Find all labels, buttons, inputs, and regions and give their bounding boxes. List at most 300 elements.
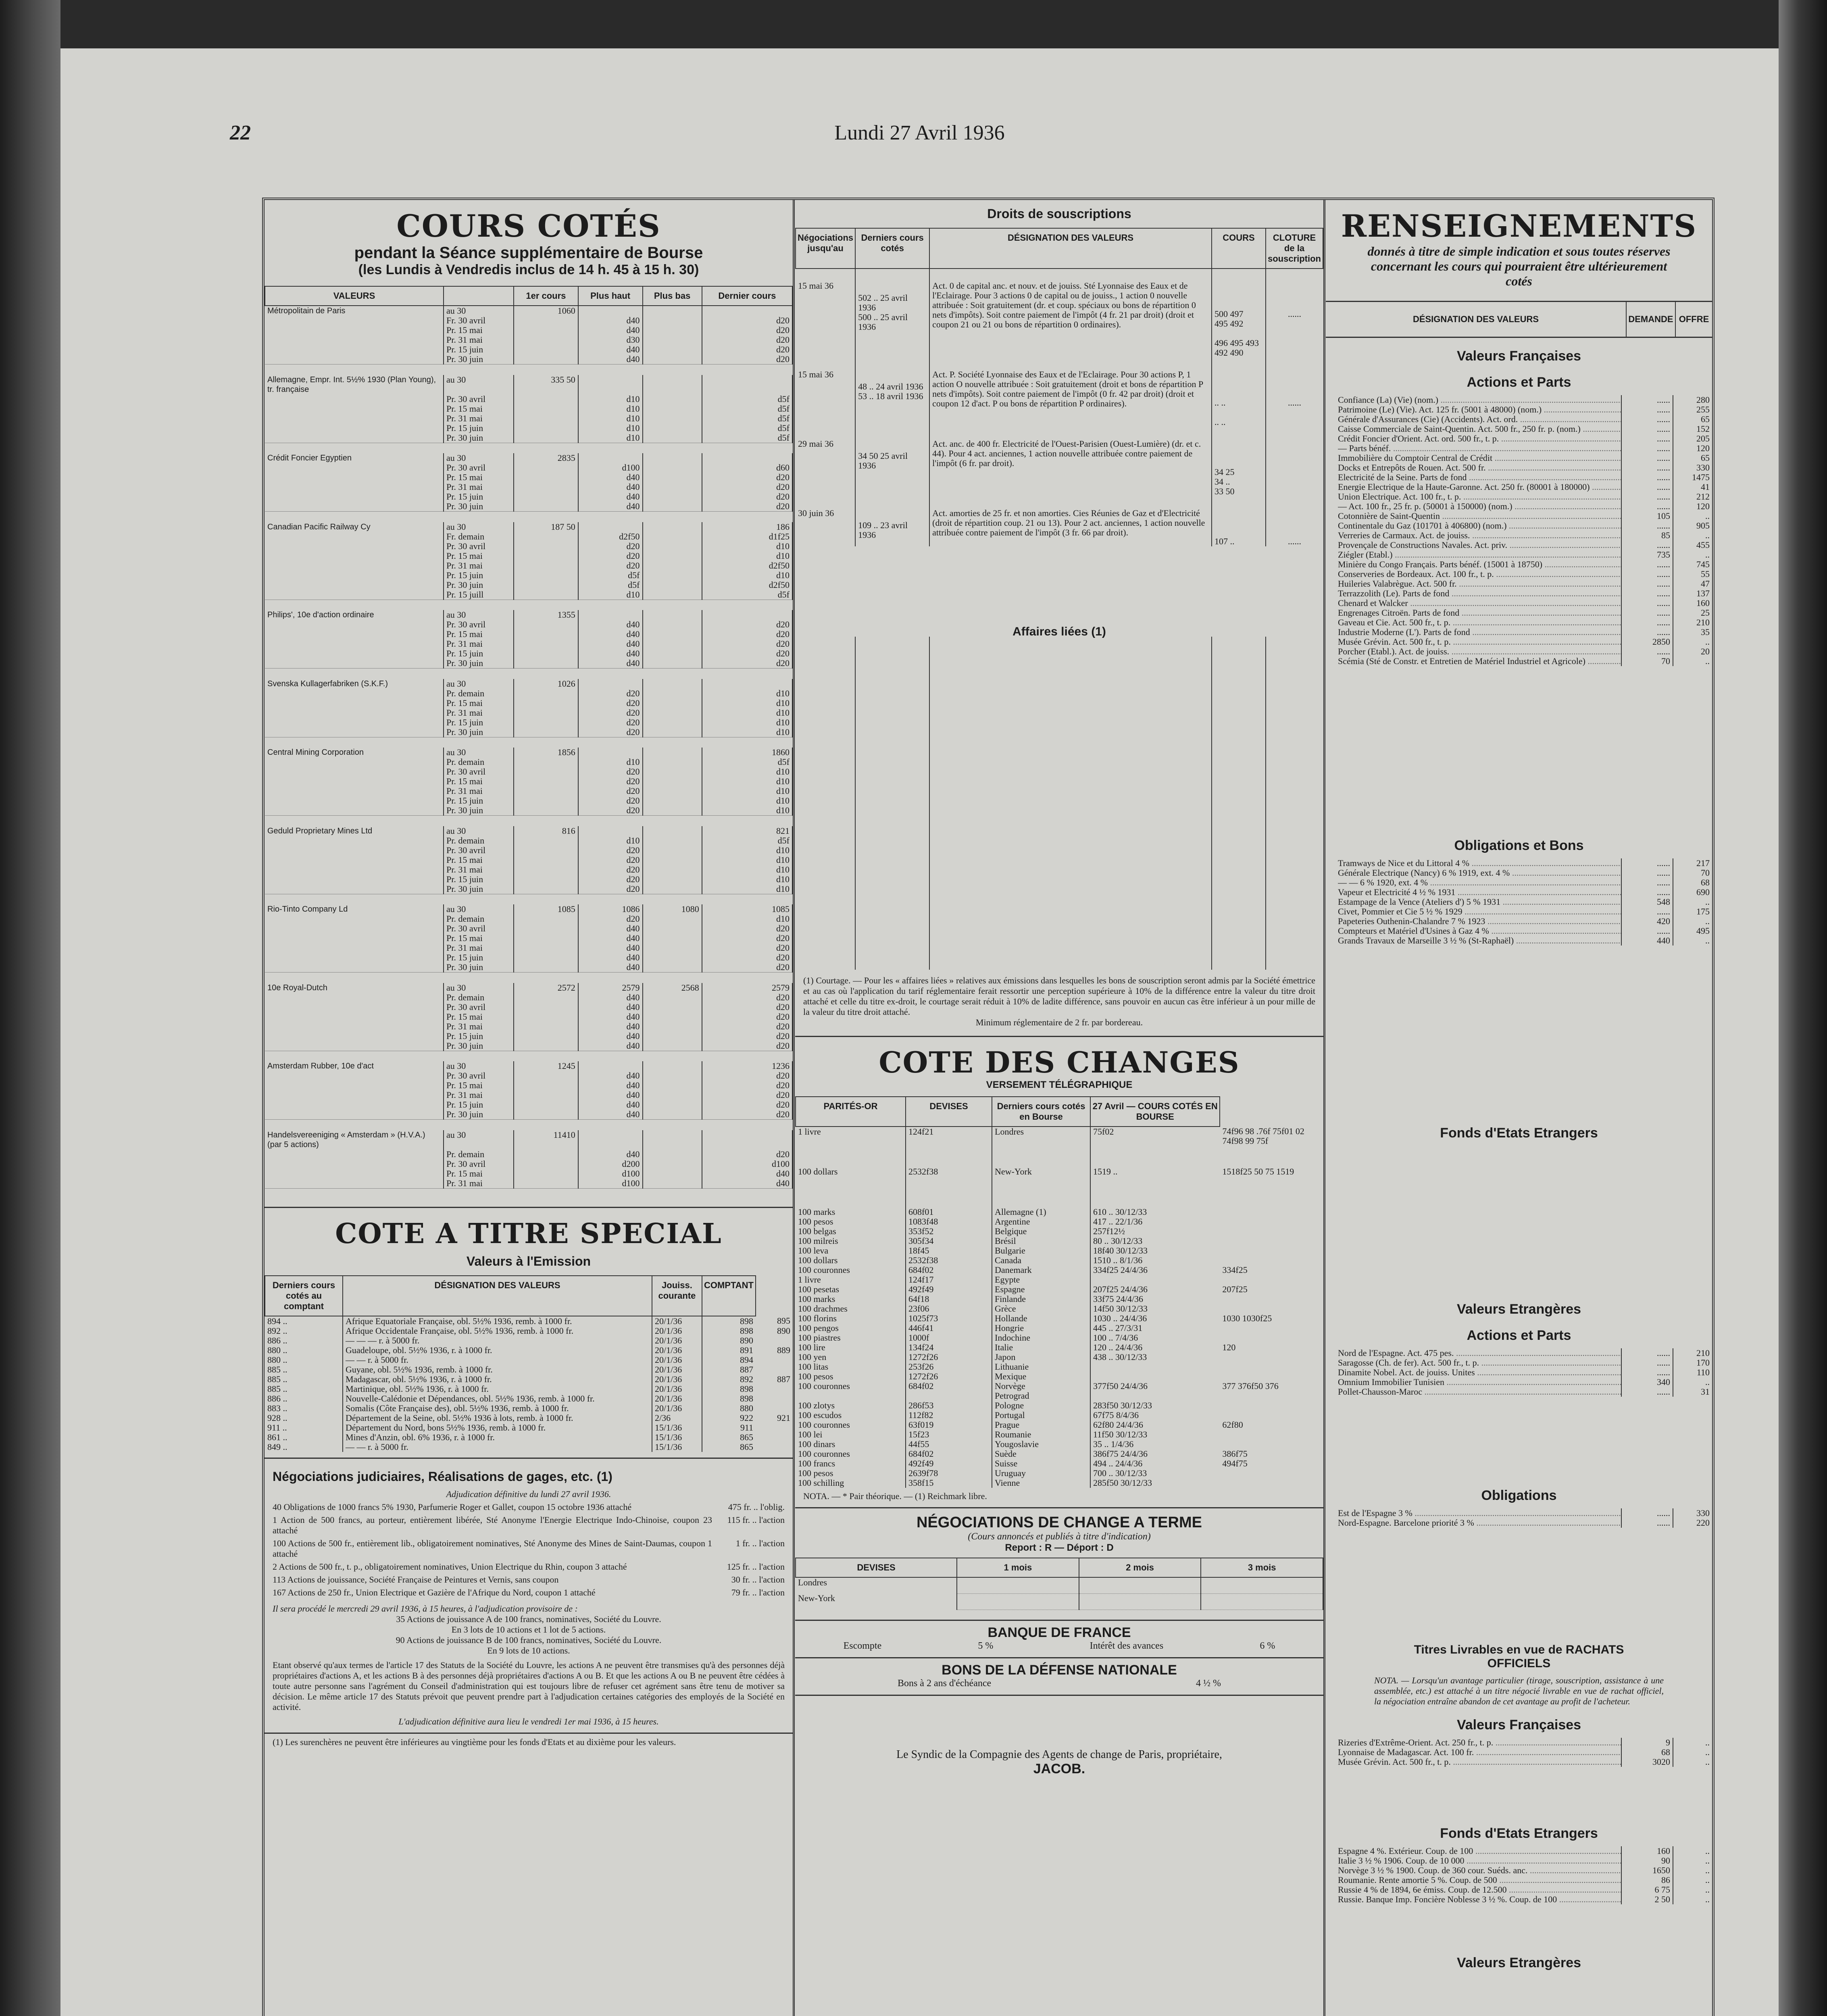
table-row <box>265 1404 793 1413</box>
dernier-cours: Hongrie <box>992 1323 1090 1333</box>
ap-title: Actions et Parts <box>1467 375 1571 390</box>
table-row <box>265 306 792 316</box>
cours-value <box>643 1179 702 1189</box>
cours-value: 1026 <box>514 679 578 689</box>
parite-or: 100 litas <box>796 1362 906 1372</box>
list-item <box>1338 1757 1712 1767</box>
fonds-list <box>1326 1846 1712 1904</box>
rs-designation: Omnium Immobilier Tunisien ..... <box>1338 1377 1621 1387</box>
echeance: au 30 <box>444 1130 514 1150</box>
row-spacer <box>265 816 792 826</box>
rs-demande: 440 <box>1621 936 1673 946</box>
actions-list <box>1326 395 1712 666</box>
dernier-cours: 885 .. <box>265 1365 343 1375</box>
cours-value <box>514 1150 578 1159</box>
cours-du-jour: 494 .. 24/4/36 <box>1093 1458 1143 1468</box>
valeur-name: Philips', 10e d'action ordinaire <box>265 610 444 620</box>
cours-value: 1856 <box>514 748 578 757</box>
cours-value: d10 <box>702 796 792 806</box>
cours-value <box>514 561 578 571</box>
rs-offre: 205 <box>1673 434 1712 444</box>
valeur-name <box>265 463 444 473</box>
cours-value: d40 <box>578 1002 643 1012</box>
cours-value <box>643 924 702 933</box>
cours-value: d40 <box>578 473 643 482</box>
cours-value <box>702 306 792 316</box>
parite-or: 100 zlotys <box>796 1401 906 1410</box>
devise: 18f45 <box>906 1246 992 1256</box>
undefined: 1030 1030f25 <box>1222 1313 1272 1323</box>
list-item <box>1338 569 1712 579</box>
echeance: Pr. 31 mai <box>444 1022 514 1031</box>
table-row <box>265 433 792 443</box>
cours-value <box>643 335 702 345</box>
rs-designation: Huileries Valabrègue. Act. 500 fr. ..... <box>1338 579 1621 589</box>
designation: — — r. à 5000 fr. <box>343 1442 652 1452</box>
undefined <box>1220 1410 1323 1420</box>
cours-du-jour: 14f50 30/12/33 <box>1093 1304 1148 1314</box>
rs-offre: 210 <box>1673 1348 1712 1358</box>
rs-offre: 217 <box>1673 858 1712 868</box>
designation: Guyane, obl. 5½% 1936, remb. à 1000 fr. <box>343 1365 652 1375</box>
terme-cell <box>957 1577 1079 1593</box>
terme-table <box>795 1558 1323 1610</box>
comptant-1: 887 <box>740 1364 753 1375</box>
negociation-price: 79 fr. .. l'action <box>731 1587 785 1597</box>
rs-designation: Nord-Espagne. Barcelone priorité 3 % ..... <box>1338 1518 1621 1528</box>
list-item <box>1338 589 1712 598</box>
cours-value: d10 <box>702 571 792 580</box>
cours-value: 1080 <box>643 904 702 914</box>
devise: 492f49 <box>906 1459 992 1468</box>
rs-demande: ...... <box>1621 502 1673 511</box>
rs-demande: 2 50 <box>1621 1895 1673 1904</box>
cours-value: d40 <box>578 1150 643 1159</box>
droit-val: 34 25 34 .. 33 50 <box>1212 427 1266 496</box>
devise: 2639f78 <box>906 1468 992 1478</box>
comptant-1: 894 <box>740 1355 753 1365</box>
undefined <box>1220 1217 1323 1227</box>
cours-value: 2579 <box>702 983 792 993</box>
cours-value <box>514 1002 578 1012</box>
rs-demande: ...... <box>1621 1518 1673 1528</box>
parite-or: 100 drachmes <box>796 1304 906 1314</box>
devise: 608f01 <box>906 1207 992 1217</box>
undefined <box>1220 1207 1323 1217</box>
parite-or: 100 piastres <box>796 1333 906 1343</box>
cours-value <box>643 1022 702 1031</box>
cours-value: d20 <box>578 846 643 855</box>
parite-or: 100 belgas <box>796 1227 906 1236</box>
cours-value <box>514 571 578 580</box>
valeur-name: Allemagne, Empr. Int. 5½% 1930 (Plan Young), tr. française <box>265 375 444 394</box>
echeance: Pr. demain <box>444 836 514 846</box>
valeur-name <box>265 639 444 649</box>
table-row <box>265 806 792 816</box>
cours-du-jour <box>1090 1391 1220 1401</box>
table-row <box>796 1275 1323 1285</box>
table-row <box>265 924 792 933</box>
cours-value <box>514 1081 578 1090</box>
cours-value: 186 <box>702 522 792 532</box>
table-row <box>265 698 792 708</box>
dernier-cours: New-York <box>992 1167 1090 1207</box>
devise: 44f55 <box>906 1439 992 1449</box>
table-row <box>265 375 792 394</box>
cours-du-jour: 100 .. 7/4/36 <box>1093 1333 1138 1343</box>
lot-line: 35 Actions de jouissance A de 100 francs, nominatives, Société du Louvre. <box>396 1614 661 1624</box>
list-item <box>1338 618 1712 627</box>
cours-value: 821 <box>702 826 792 836</box>
valeur-name <box>265 1041 444 1051</box>
list-item <box>1338 453 1712 463</box>
table-row <box>265 1384 793 1394</box>
cours-value <box>643 502 702 512</box>
cours-value: d20 <box>702 924 792 933</box>
rs-designation: Porcher (Etabl.). Act. de jouiss. ..... <box>1338 647 1621 656</box>
cours-value <box>514 718 578 727</box>
rs-offre: 65 <box>1673 453 1712 463</box>
rs-offre: 20 <box>1673 647 1712 656</box>
devise: 112f82 <box>906 1410 992 1420</box>
rs-offre: .. <box>1673 1866 1712 1875</box>
cours-value <box>643 855 702 865</box>
cours-value <box>643 836 702 846</box>
changes-table <box>795 1096 1323 1488</box>
cours-value: d10 <box>578 423 643 433</box>
cours-value: d20 <box>702 1022 792 1031</box>
echeance: Pr. 30 juin <box>444 433 514 443</box>
cours-value: d20 <box>702 1110 792 1120</box>
fe-title: Fonds d'Etats Etrangers <box>1440 1125 1598 1141</box>
terme-col-header: 2 mois <box>1079 1558 1201 1577</box>
table-row <box>265 904 792 914</box>
list-item <box>1338 424 1712 434</box>
negociation-text: 2 Actions de 500 fr., t. p., obligatoirement nominatives, Union Electrique du Rhin, coupon 3 attaché <box>273 1562 627 1572</box>
cours-value <box>514 354 578 364</box>
rs-offre: 35 <box>1673 627 1712 637</box>
cours-value <box>514 649 578 658</box>
rs-offre: .. <box>1673 637 1712 647</box>
cours-value: d40 <box>578 943 643 953</box>
terme-col-header: DEVISES <box>796 1558 957 1577</box>
table-row <box>265 335 792 345</box>
cours-value: d20 <box>702 325 792 335</box>
echeance: Pr. 15 juin <box>444 953 514 962</box>
cours-value <box>643 1031 702 1041</box>
echeance: Pr. 15 juill <box>444 590 514 600</box>
rs-demande: ...... <box>1621 414 1673 424</box>
cours-du-jour: 386f75 24/4/36 <box>1093 1449 1148 1459</box>
cours-value: d10 <box>578 414 643 423</box>
cours-value <box>514 865 578 875</box>
list-item <box>1338 1856 1712 1866</box>
table-row <box>265 561 792 571</box>
cours-value <box>514 914 578 924</box>
parite-or: 100 couronnes <box>796 1265 906 1275</box>
echeance: Pr. 30 avril <box>444 394 514 404</box>
rs-designation: Continentale du Gaz (101701 à 406800) (nom.) ..... <box>1338 521 1621 531</box>
droit-cloture: ...... <box>1287 309 1301 319</box>
jouissance: 20/1/36 <box>652 1345 702 1355</box>
rs-designation: — Act. 100 fr., 25 fr. p. (50001 à 150000) (nom.) ..... <box>1338 502 1621 511</box>
rs-offre: .. <box>1673 1846 1712 1856</box>
cours-value <box>643 777 702 786</box>
cours-value <box>643 933 702 943</box>
echeance: Pr. 15 juin <box>444 1100 514 1110</box>
cours-value: d20 <box>702 1150 792 1159</box>
dernier-cours: Japon <box>992 1352 1090 1362</box>
rs-demande: 1650 <box>1621 1866 1673 1875</box>
cours-value <box>514 786 578 796</box>
cours-value: d20 <box>578 777 643 786</box>
rs-offre: 1475 <box>1673 473 1712 482</box>
titre-table <box>265 1275 793 1452</box>
parite-or: 100 milreis <box>796 1236 906 1246</box>
valeur-name <box>265 1110 444 1120</box>
list-item <box>1338 1387 1712 1397</box>
cours-value <box>643 1061 702 1071</box>
cours-col-header: Dernier cours <box>702 286 792 306</box>
list-item <box>1338 1866 1712 1875</box>
table-row <box>265 1355 793 1365</box>
echeance: au 30 <box>444 826 514 836</box>
dernier-cours: Indochine <box>992 1333 1090 1343</box>
cours-value <box>514 1100 578 1110</box>
cours-value: 335 50 <box>514 375 578 394</box>
rs-demande: ...... <box>1621 1358 1673 1368</box>
rs-offre: 152 <box>1673 424 1712 434</box>
rs-designation: Scémia (Sté de Constr. et Entretien de Matériel Industriel et Agricole) ..... <box>1338 656 1621 666</box>
cours-value <box>643 492 702 502</box>
jouissance: 20/1/36 <box>652 1355 702 1365</box>
adjudication-title: Adjudication définitive du lundi 27 avril 1936. <box>446 1489 611 1499</box>
cours-value <box>643 826 702 836</box>
table-row <box>796 1420 1323 1430</box>
dernier-cours: 885 .. <box>265 1375 343 1384</box>
cours-value <box>643 541 702 551</box>
list-item <box>1338 656 1712 666</box>
echeance: au 30 <box>444 522 514 532</box>
valeur-name <box>265 473 444 482</box>
cours-value: d20 <box>578 551 643 561</box>
echeance: Pr. 30 avril <box>444 1002 514 1012</box>
changes-col-header: PARITÉS-OR <box>796 1097 906 1127</box>
rs-demande: ...... <box>1621 589 1673 598</box>
rs-designation: Compteurs et Matériel d'Usines à Gaz 4 % ..... <box>1338 926 1621 936</box>
cours-value: d10 <box>578 433 643 443</box>
table-row <box>265 571 792 580</box>
cours-value: d5f <box>702 836 792 846</box>
cours-value: d40 <box>578 639 643 649</box>
valeur-name <box>265 698 444 708</box>
cours-value: d20 <box>702 658 792 669</box>
cours-du-jour: 11f50 30/12/33 <box>1093 1429 1148 1439</box>
affaires-title: Affaires liées (1) <box>1012 625 1106 638</box>
list-item <box>1338 473 1712 482</box>
echeance: au 30 <box>444 983 514 993</box>
rs-designation: Crédit Foncier d'Orient. Act. ord. 500 fr., t. p. ..... <box>1338 434 1621 444</box>
cours-value <box>643 345 702 354</box>
droit-date: 29 mai 36 <box>796 427 855 496</box>
cours-value: d40 <box>578 1090 643 1100</box>
avances-label: Intérêt des avances <box>1090 1640 1164 1651</box>
rs-blank-3 <box>1326 1146 1712 1291</box>
table-row <box>265 1061 792 1071</box>
table-row <box>796 1459 1323 1468</box>
droit-cours: 48 .. 24 avril 1936 53 .. 18 avril 1936 <box>855 358 929 427</box>
comptant-1: 865 <box>740 1432 753 1442</box>
rs-designation: Vapeur et Electricité 4 ½ % 1931 ..... <box>1338 887 1621 897</box>
rs-designation: Provençale de Constructions Navales. Act. priv. ..... <box>1338 540 1621 550</box>
cours-value <box>514 433 578 443</box>
cours-title: COURS COTÉS <box>396 208 661 244</box>
parite-or: 1 livre <box>796 1275 906 1285</box>
echeance: Pr. 30 juin <box>444 1041 514 1051</box>
list-item <box>1338 936 1712 946</box>
lots-list <box>265 1614 793 1656</box>
devise: 124f21 <box>906 1127 992 1167</box>
undefined <box>1220 1439 1323 1449</box>
comptant-2 <box>756 1355 793 1365</box>
comptant-2: 887 <box>777 1374 790 1384</box>
echeance: Pr. demain <box>444 914 514 924</box>
cours-value <box>578 748 643 757</box>
comptant-1: 891 <box>740 1345 753 1355</box>
table-row <box>265 345 792 354</box>
rs-designation: Roumanie. Rente amortie 5 %. Coup. de 500 ..... <box>1338 1875 1621 1885</box>
cours-value <box>514 414 578 423</box>
cours-value <box>702 453 792 463</box>
echeance: Pr. 31 mai <box>444 482 514 492</box>
table-row <box>265 1150 792 1159</box>
renseignements-header <box>1326 301 1712 338</box>
cours-value <box>514 1169 578 1179</box>
cours-value <box>514 1022 578 1031</box>
rs-designation: Docks et Entrepôts de Rouen. Act. 500 fr. ..... <box>1338 463 1621 473</box>
valeur-name <box>265 502 444 512</box>
cours-value: d10 <box>702 708 792 718</box>
table-row <box>796 1127 1323 1167</box>
parite-or: 100 francs <box>796 1459 906 1468</box>
table-row <box>265 679 792 689</box>
rs-offre: 70 <box>1673 868 1712 878</box>
valeur-name <box>265 571 444 580</box>
signature-name: JACOB. <box>1033 1761 1085 1776</box>
cours-value: d20 <box>702 962 792 973</box>
negociations-list <box>265 1502 793 1598</box>
parite-or: 100 pesos <box>796 1468 906 1478</box>
table-row <box>265 1041 792 1051</box>
cours-du-jour <box>1090 1362 1220 1372</box>
cours-value <box>643 658 702 669</box>
parite-or: 1 livre <box>796 1127 906 1167</box>
table-row <box>265 757 792 767</box>
undefined <box>1220 1430 1323 1439</box>
table-row <box>796 1449 1323 1459</box>
rs-designation: Lyonnaise de Madagascar. Act. 100 fr. ..... <box>1338 1747 1621 1757</box>
rs-demande: ...... <box>1621 453 1673 463</box>
cours-du-jour: 207f25 24/4/36 <box>1093 1284 1148 1294</box>
rs-designation: Cotonnière de Saint-Quentin ..... <box>1338 511 1621 521</box>
rs-demande: ...... <box>1621 1348 1673 1358</box>
table-row <box>796 269 1323 358</box>
rs-offre: 905 <box>1673 521 1712 531</box>
droit-date: 15 mai 36 <box>796 269 855 358</box>
cours-value <box>643 620 702 629</box>
cours-du-jour: 257f12½ <box>1093 1226 1125 1236</box>
cours-value <box>514 767 578 777</box>
cours-value <box>514 727 578 737</box>
cours-value: d20 <box>578 786 643 796</box>
cours-value <box>514 502 578 512</box>
negociations-title: Négociations judiciaires, Réalisations de gages, etc. (1) <box>273 1469 612 1484</box>
table-row <box>796 1468 1323 1478</box>
undefined <box>1220 1352 1323 1362</box>
table-row <box>796 1439 1323 1449</box>
cours-value <box>643 1081 702 1090</box>
comptant-1: 890 <box>740 1335 753 1345</box>
cours-value <box>514 943 578 953</box>
designation: Somalis (Côte Française des), obl. 5½% 1936, remb. à 1000 fr. <box>343 1404 652 1413</box>
designation: Département du Nord, bons 5½% 1936, remb. à 1000 fr. <box>343 1423 652 1433</box>
cours-value <box>514 933 578 943</box>
table-row <box>265 453 792 463</box>
dernier-cours: Egypte <box>992 1275 1090 1285</box>
negociations-footnote: (1) Les surenchères ne peuvent être inférieures au vingtième pour les fonds d'Etats et au dixième pour les valeurs. <box>273 1737 676 1747</box>
jouissance: 15/1/36 <box>652 1433 702 1442</box>
table-row <box>796 1381 1323 1391</box>
rs-designation: Grands Travaux de Marseille 3 ½ % (St-Raphaël) ..... <box>1338 936 1621 946</box>
list-item <box>1338 916 1712 926</box>
parite-or: 100 couronnes <box>796 1449 906 1459</box>
changes-title: COTE DES CHANGES <box>879 1045 1240 1079</box>
cours-value <box>578 610 643 620</box>
valeur-name <box>265 316 444 325</box>
table-row <box>796 1362 1323 1372</box>
negociation-text: 167 Actions de 250 fr., Union Electrique et Gazière de l'Afrique du Nord, coupon 1 attaché <box>273 1587 596 1597</box>
cours-value <box>578 306 643 316</box>
dernier-cours: Italie <box>992 1343 1090 1352</box>
table-row <box>265 639 792 649</box>
table-row <box>265 463 792 473</box>
dernier-cours: Vienne <box>992 1478 1090 1488</box>
list-item <box>1338 434 1712 444</box>
devise: 64f18 <box>906 1294 992 1304</box>
rs-demande: ...... <box>1621 926 1673 936</box>
droit-date: 15 mai 36 <box>796 358 855 427</box>
echeance: Pr. 30 avril <box>444 924 514 933</box>
cours-value: d10 <box>702 855 792 865</box>
rs-designation: Tramways de Nice et du Littoral 4 % ..... <box>1338 858 1621 868</box>
cours-value <box>643 1159 702 1169</box>
table-row <box>796 1256 1323 1265</box>
valeur-name <box>265 836 444 846</box>
rs-offre: 68 <box>1673 878 1712 887</box>
valeur-name: Svenska Kullagerfabriken (S.K.F.) <box>265 679 444 689</box>
list-item <box>1338 531 1712 540</box>
bons-rate <box>795 1678 1323 1689</box>
cours-value: d20 <box>702 933 792 943</box>
cours-value <box>643 551 702 561</box>
echeance: Pr. 15 juin <box>444 571 514 580</box>
table-row <box>265 629 792 639</box>
cours-value <box>643 1071 702 1081</box>
cours-value: d5f <box>578 580 643 590</box>
negociation-price: 1 fr. .. l'action <box>735 1538 785 1548</box>
undefined <box>1220 1236 1323 1246</box>
terme-col-header: 3 mois <box>1201 1558 1323 1577</box>
